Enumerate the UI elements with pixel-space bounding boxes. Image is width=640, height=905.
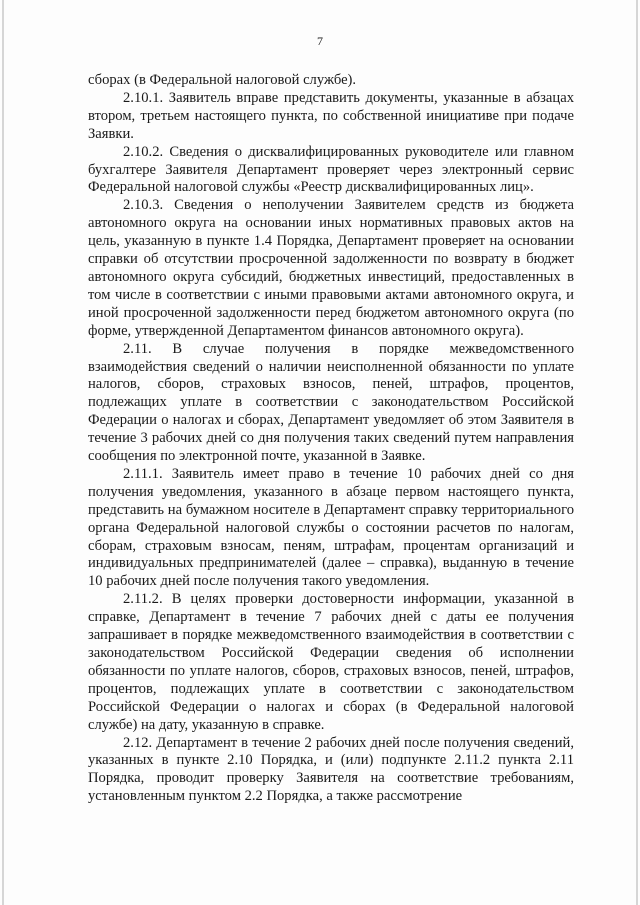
paragraph: сборах (в Федеральной налоговой службе). <box>88 72 357 88</box>
page-number: 7 <box>317 34 323 48</box>
scan-edge-right <box>636 0 638 905</box>
scan-edge-left <box>2 0 4 905</box>
paragraph: 2.11.1. Заявитель имеет право в течение 10 рабочих дней со дня получения уведомления, указанного в абзаце первом настоящего пункта, представить на бумажном носителе в Департамент справку территориального органа Федеральной налоговой службы о состоянии расчетов по налогам, сборам, страховым взносам, пеням, штрафам, процентам организаций и индивидуальных предпринимателей (далее – справка), выданную в течение 10 рабочих дней после получения такого уведомления. <box>88 465 574 590</box>
paragraph: 2.12. Департамент в течение 2 рабочих дней после получения сведений, указанных в пункте 2.10 Порядка, и (или) подпункте 2.11.2 пункта 2.11 Порядка, проводит проверку Заявителя на соответствие требованиям, установленным пунктом 2.2 Порядка, а также рассмотрение <box>88 734 574 805</box>
paragraph: 2.11.2. В целях проверки достоверности информации, указанной в справке, Департамент в течение 7 рабочих дней с даты ее получения запрашивает в порядке межведомственного взаимодействия в соответствии с законодательством Российской Федерации сведения об исполнении обязанности по уплате налогов, сборов, страховых взносов, пеней, штрафов, процентов, подлежащих уплате в соответствии с законодательством Российской Федерации о налогах и сборах (в Федеральной налоговой службе) на дату, указанную в справке. <box>88 591 574 733</box>
paragraph: 2.10.2. Сведения о дисквалифицированных руководителе или главном бухгалтере Заявителя Департамент проверяет через электронный сервис Федеральной налоговой службы «Реестр дисквалифицированных лиц». <box>88 143 574 196</box>
paragraph: 2.10.1. Заявитель вправе представить документы, указанные в абзацах втором, третьем настоящего пункта, по собственной инициативе при подаче Заявки. <box>88 89 574 142</box>
paragraph: 2.11. В случае получения в порядке межведомственного взаимодействия сведений о наличии неисполненной обязанности по уплате налогов, сборов, страховых взносов, пеней, штрафов, процентов, подлежащих уплате в соответствии с законодательством Российской Федерации о налогах и сборах, Департамент уведомляет об этом Заявителя в течение 3 рабочих дней со дня получения таких сведений путем направления сообщения по электронной почте, указанной в Заявке. <box>88 340 574 465</box>
document-body <box>88 72 574 806</box>
paragraph: 2.10.3. Сведения о неполучении Заявителем средств из бюджета автономного округа на основании иных нормативных правовых актов на цель, указанную в пункте 1.4 Порядка, Департамент проверяет на основании справки об отсутствии просроченной задолженности по возврату в бюджет автономного округа субсидий, бюджетных инвестиций, предоставленных в том числе в соответствии с иными правовыми актами автономного округа, и иной просроченной задолженности перед бюджетом автономного округа (по форме, утвержденной Департаментом финансов автономного округа). <box>88 197 574 339</box>
